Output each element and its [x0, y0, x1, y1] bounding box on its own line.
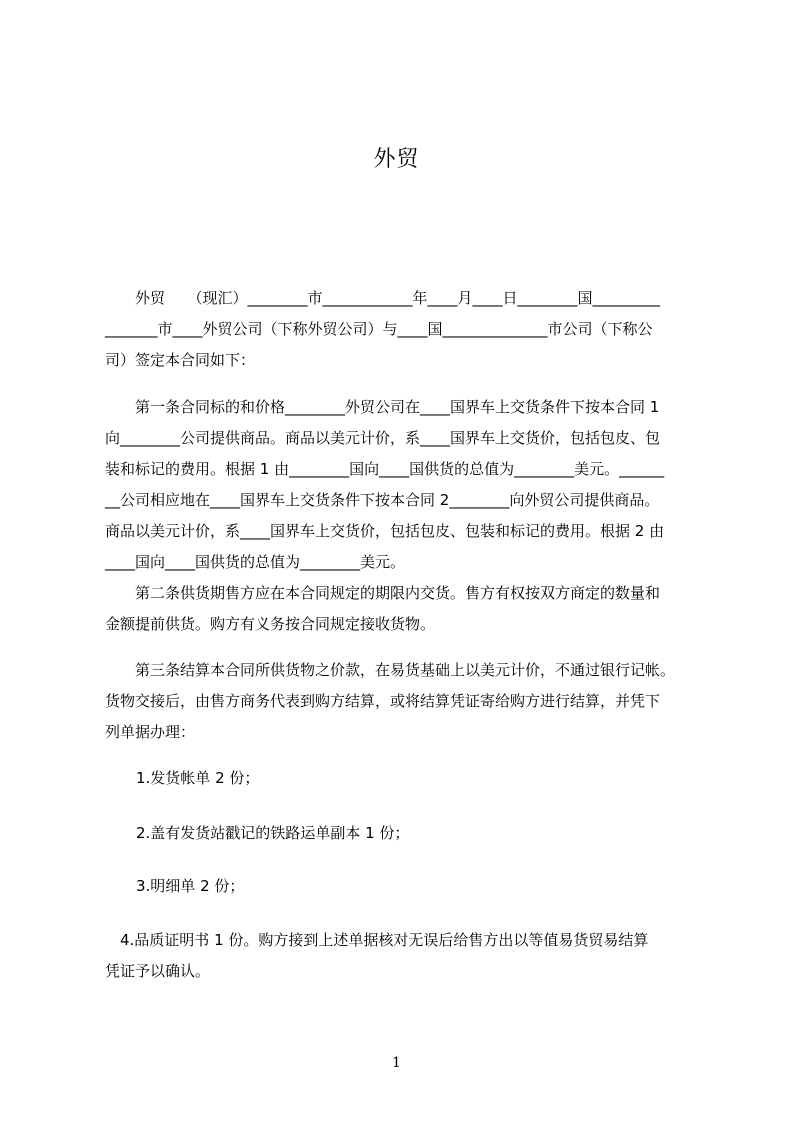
document-title: 外贸 [373, 147, 420, 172]
list-item: 2.盖有发货站戳记的铁路运单副本 1 份； [136, 824, 410, 842]
page-number: 1 [392, 1055, 401, 1071]
article-1-paragraph [105, 392, 705, 578]
item-4-paragraph [105, 925, 705, 987]
article-3-paragraph [105, 655, 705, 748]
text-line: 金额提前供货。购方有义务按合同规定接收货物。 [105, 615, 436, 633]
list-item: 1.发货帐单 2 份； [136, 769, 260, 787]
text-line: 向________公司提供商品。商品以美元计价，系____国界车上交货价，包括包皮、包 [105, 429, 661, 447]
text-line: 凭证予以确认。 [105, 962, 211, 980]
text-line: 第二条供货期售方应在本合同规定的期限内交货。售方有权按双方商定的数量和 [105, 584, 661, 602]
article-2-paragraph [105, 578, 705, 640]
text-line: 外贸 （现汇）________市____________年____月____日________国_________ [105, 289, 661, 307]
text-line: __公司相应地在____国界车上交货条件下按本合同 2________向外贸公司提供商品。 [105, 491, 660, 509]
text-line: 第三条结算本合同所供货物之价款，在易货基础上以美元计价，不通过银行记帐。 [105, 661, 676, 679]
text-line: 装和标记的费用。根据 1 由________国向____国供货的总值为________美元。______ [105, 460, 665, 478]
text-line: ____国向____国供货的总值为________美元。 [105, 553, 406, 571]
text-line: 货物交接后，由售方商务代表到购方结算，或将结算凭证寄给购方进行结算，并凭下 [105, 692, 661, 710]
text-line: _______市____外贸公司（下称外贸公司）与____国______________市公司（下称公 [105, 320, 653, 338]
text-line: 4.品质证明书 1 份。购方接到上述单据核对无误后给售方出以等值易货贸易结算 [105, 931, 649, 949]
intro-paragraph [105, 283, 705, 376]
list-item: 3.明细单 2 份； [136, 877, 245, 895]
text-line: 商品以美元计价，系____国界车上交货价，包括包皮、包装和标记的费用。根据 2 由 [105, 522, 665, 540]
text-line: 列单据办理： [105, 723, 196, 741]
text-line: 第一条合同标的和价格________外贸公司在____国界车上交货条件下按本合同 1 [105, 398, 660, 416]
text-line: 司）签定本合同如下： [105, 351, 256, 369]
